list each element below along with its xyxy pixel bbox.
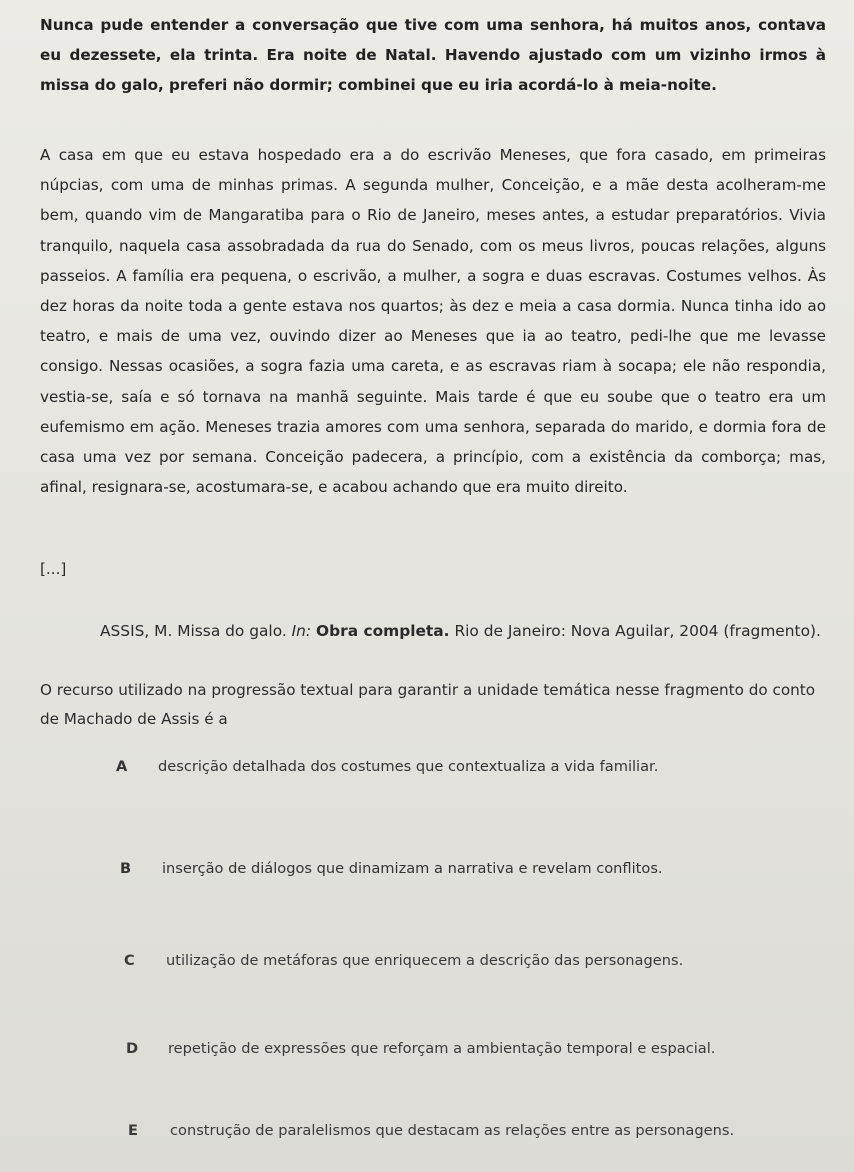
- reference-work-title: Obra completa.: [316, 622, 450, 640]
- option-letter: E: [128, 1122, 138, 1139]
- option-letter: D: [126, 1040, 139, 1057]
- answer-option-b[interactable]: [120, 860, 663, 877]
- option-text: inserção de diálogos que dinamizam a narrativa e revelam conflitos.: [162, 860, 663, 877]
- question-prompt: O recurso utilizado na progressão textual para garantir a unidade temática nesse fragmento do conto de Machado de Assis é a: [40, 681, 816, 728]
- text-ellipsis: [...]: [40, 560, 67, 578]
- option-letter: B: [120, 860, 132, 877]
- text-paragraph-1: Nunca pude entender a conversação que tive com uma senhora, há muitos anos, contava eu dezessete, ela trinta. Era noite de Natal. Havendo ajustado com um vizinho irmos à missa do galo, preferi não dormir; combinei que eu iria acordá-lo à meia-noite.: [40, 16, 826, 95]
- option-text: construção de paralelismos que destacam as relações entre as personagens.: [170, 1122, 735, 1139]
- option-letter: A: [116, 758, 128, 775]
- option-text: repetição de expressões que reforçam a ambientação temporal e espacial.: [168, 1040, 716, 1057]
- answer-option-e[interactable]: [128, 1122, 734, 1139]
- source-reference: [100, 622, 821, 640]
- option-text: descrição detalhada dos costumes que contextualiza a vida familiar.: [158, 758, 659, 775]
- reference-in-label: In:: [291, 622, 312, 640]
- option-letter: C: [124, 952, 135, 969]
- reference-author: ASSIS, M. Missa do galo.: [100, 622, 287, 640]
- answer-option-c[interactable]: [124, 952, 683, 969]
- answer-option-d[interactable]: [126, 1040, 715, 1057]
- reference-publication: Rio de Janeiro: Nova Aguilar, 2004 (fragmento).: [454, 622, 821, 640]
- text-paragraph-2: A casa em que eu estava hospedado era a do escrivão Meneses, que fora casado, em primeiras núpcias, com uma de minhas primas. A segunda mulher, Conceição, e a mãe desta acolheram-me bem, quando vim de Mangaratiba para o Rio de Janeiro, meses antes, a estudar preparatórios. Vivia tranquilo, naquela casa assobradada da rua do Senado, com os meus livros, poucas relações, alguns passeios. A família era pequena, o escrivão, a mulher, a sogra e duas escravas. Costumes velhos. Às dez horas da noite toda a gente estava nos quartos; às dez e meia a casa dormia. Nunca tinha ido ao teatro, e mais de uma vez, ouvindo dizer ao Meneses que ia ao teatro, pedi-lhe que me levasse consigo. Nessas ocasiões, a sogra fazia uma careta, e as escravas riam à socapa; ele não respondia, vestia-se, saía e só tornava na manhã seguinte. Mais tarde é que eu soube que o teatro era um eufemismo em ação. Meneses trazia amores com uma senhora, separada do marido, e dormia fora de casa uma vez por semana. Conceição padecera, a princípio, com a existência da comborça; mas, afinal, resignara-se, acostumara-se, e acabou achando que era muito direito.: [40, 146, 826, 497]
- option-text: utilização de metáforas que enriquecem a descrição das personagens.: [166, 952, 684, 969]
- answer-option-a[interactable]: [116, 758, 658, 775]
